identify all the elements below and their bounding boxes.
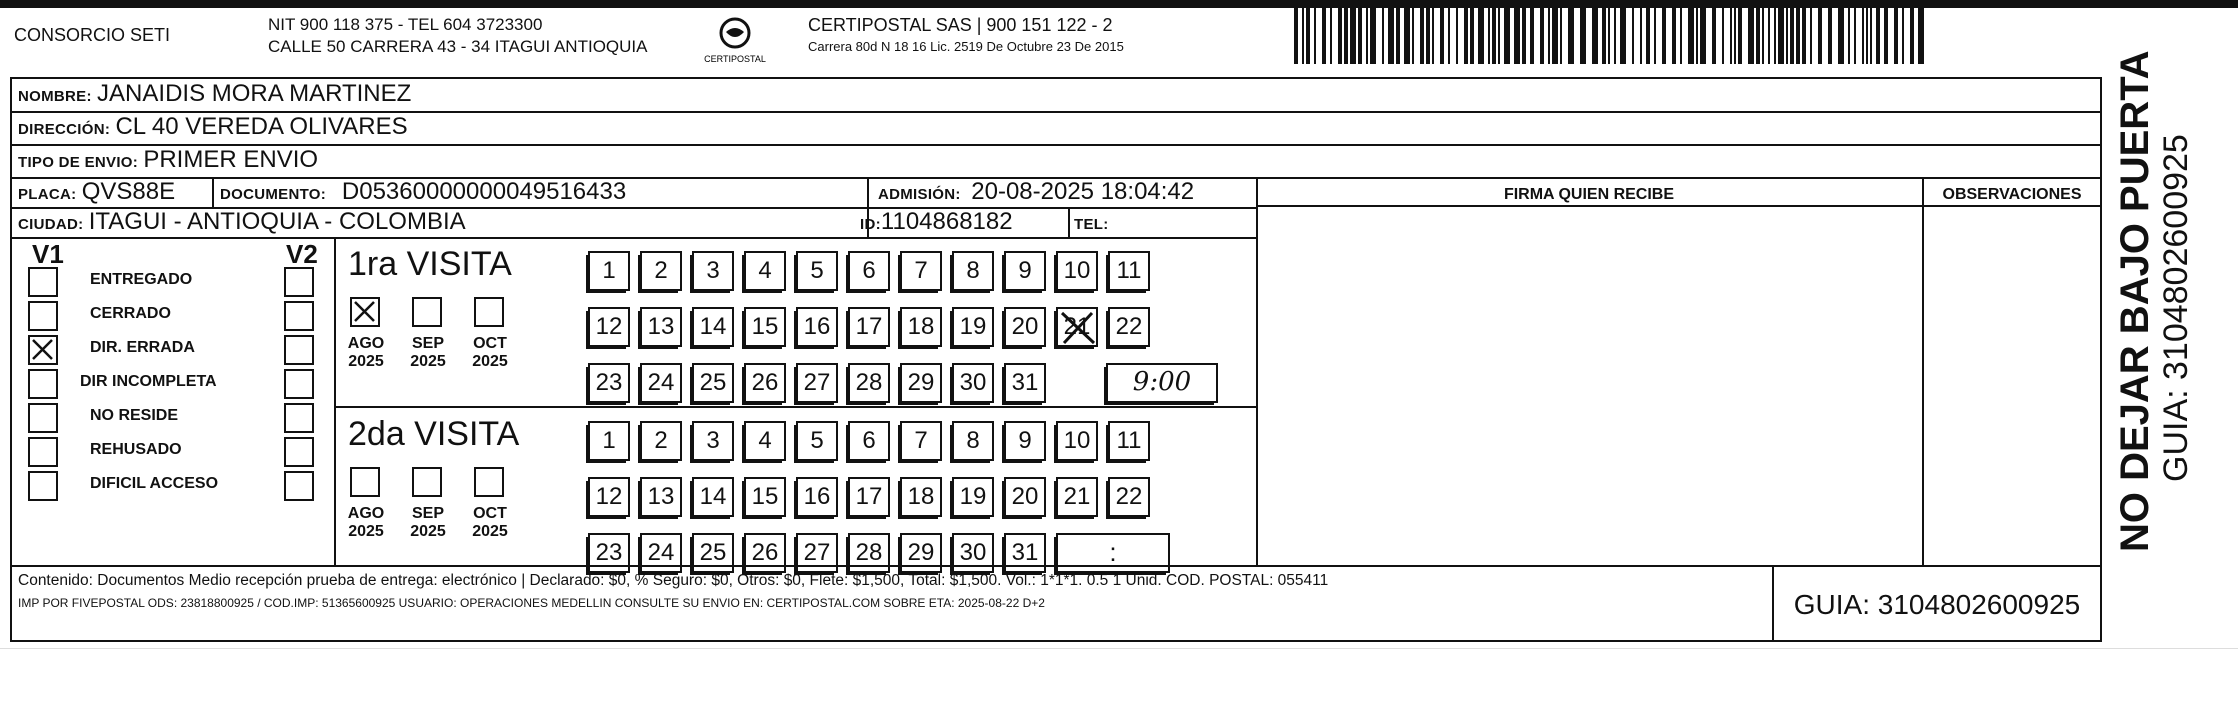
admission-value: 20-08-2025 18:04:42 [971,178,1195,205]
barcode-bar [1918,8,1924,64]
day-box[interactable]: 28 [848,363,890,403]
day-box[interactable]: 26 [744,533,786,573]
barcode-bar [1662,8,1666,64]
time-box[interactable]: : [1056,533,1170,573]
day-box[interactable]: 12 [588,477,630,517]
top-border-strip [0,0,2238,8]
day-box[interactable]: 30 [952,533,994,573]
month-label [336,505,396,541]
day-box[interactable]: 11 [1108,251,1150,291]
carrier-line: CERTIPOSTAL SAS | 900 151 122 - 2 [808,15,1113,35]
barcode-bar [1440,8,1444,64]
signature-header: FIRMA QUIEN RECIBE [1503,186,1675,203]
barcode-bar [1854,8,1856,64]
month-label [336,335,396,371]
barcode-bar [1478,8,1484,64]
admission-field: ADMISIÓN: 20-08-2025 18:04:42 [878,178,1195,205]
barcode-bar [1488,8,1490,64]
city-value: ITAGUI - ANTIOQUIA - COLOMBIA [88,208,466,235]
day-box[interactable]: 4 [744,421,786,461]
status-label: DIR INCOMPLETA [80,373,217,390]
x-mark-icon [30,337,56,363]
header-carrier [808,14,1124,58]
observations-header: OBSERVACIONES [1942,186,2082,203]
month-year: 2025 [410,523,446,540]
barcode-bar [1680,8,1682,64]
address-field: DIRECCIÓN: CL 40 VEREDA OLIVARES [18,113,408,140]
barcode-bar [1420,8,1424,64]
barcode-bar [1306,8,1310,64]
barcode-bar [1722,8,1724,64]
day-box[interactable]: 13 [640,477,682,517]
day-box[interactable]: 31 [1004,363,1046,403]
day-box[interactable]: 23 [588,363,630,403]
barcode-bar [1548,8,1550,64]
day-box[interactable]: 27 [796,533,838,573]
day-box[interactable]: 5 [796,421,838,461]
barcode-bar [1388,8,1394,64]
v1-checkbox[interactable] [28,471,58,501]
day-box[interactable]: 22 [1108,307,1150,347]
x-mark-icon [352,299,378,325]
month-checkbox[interactable] [412,297,442,327]
status-label: DIR. ERRADA [90,339,195,356]
month-checkbox[interactable] [350,297,380,327]
day-box[interactable]: 14 [692,307,734,347]
day-box[interactable]: 1 [588,421,630,461]
barcode-bar [1696,8,1698,64]
day-box[interactable]: 4 [744,251,786,291]
barcode-bar [1620,8,1626,64]
shipment-type: PRIMER ENVIO [143,146,319,173]
nit-line: NIT 900 118 375 - TEL 604 3723300 [268,15,543,34]
month-checkbox[interactable] [412,467,442,497]
observations-area[interactable] [1926,209,2098,563]
month-name: OCT [473,505,507,522]
barcode-bar [1608,8,1610,64]
day-box[interactable]: 24 [640,363,682,403]
day-box[interactable]: 9 [1004,421,1046,461]
barcode-bar [1790,8,1794,64]
barcode-bar [1470,8,1474,64]
barcode-bar [1884,8,1888,64]
visit-title: 2da VISITA [348,415,520,453]
day-box[interactable]: 10 [1056,251,1098,291]
barcode-bar [1560,8,1562,64]
day-box[interactable]: 23 [588,533,630,573]
visit-title: 1ra VISITA [348,245,512,283]
barcode-bar [1688,8,1694,64]
day-box[interactable]: 6 [848,421,890,461]
v1-checkbox[interactable] [28,267,58,297]
contents-line: Contenido: Documentos Medio recepción prueba de entrega: electrónico | Declarado: $0, % Seguro: $0, Otros: $0, Flete: $1,500, Total: $1,500. Vol.: 1*1*1. 0.5 1 Unid. COD. POSTAL: 055411 [18,572,1329,589]
barcode-bar [1294,8,1298,64]
day-box[interactable]: 2 [640,251,682,291]
day-box[interactable]: 16 [796,307,838,347]
shipment-type-field: TIPO DE ENVIO: PRIMER ENVIO [18,146,319,173]
month-label [398,335,458,371]
day-box[interactable]: 5 [796,251,838,291]
day-box[interactable]: 7 [900,251,942,291]
barcode-bar [1614,8,1616,64]
recipient-name: JANAIDIS MORA MARTINEZ [97,80,412,107]
day-box[interactable]: 22 [1108,477,1150,517]
month-year: 2025 [348,353,384,370]
barcode-bar [1344,8,1348,64]
barcode-bar [1712,8,1716,64]
x-mark-icon [1058,309,1098,358]
month-name: AGO [347,335,385,352]
barcode-bar [1370,8,1376,64]
v2-checkbox[interactable] [284,369,314,399]
header-nit-address [268,14,647,58]
barcode-bar [1762,8,1764,64]
barcode-bar [1504,8,1510,64]
day-box[interactable]: 15 [744,477,786,517]
v2-checkbox[interactable] [284,437,314,467]
svg-text:CERTIPOSTAL: CERTIPOSTAL [704,54,766,64]
delivery-form [10,77,2102,642]
barcode-bar [1568,8,1574,64]
day-box[interactable]: 25 [692,533,734,573]
name-field: NOMBRE: JANAIDIS MORA MARTINEZ [18,80,412,107]
day-box[interactable]: 30 [952,363,994,403]
month-year: 2025 [348,523,384,540]
time-box[interactable]: 9:00 [1106,363,1218,403]
barcode-bar [1894,8,1898,64]
v2-checkbox[interactable] [284,301,314,331]
scan-edge [0,648,2238,649]
day-box[interactable]: 2 [640,421,682,461]
barcode-bar [1464,8,1468,64]
barcode-bar [1498,8,1500,64]
status-label: ENTREGADO [90,271,193,288]
barcode-bar [1314,8,1316,64]
barcode-bar [1338,8,1342,64]
barcode-bar [1432,8,1434,64]
v2-label: V2 [286,239,318,269]
barcode-bar [1302,8,1304,64]
month-label [460,335,520,371]
barcode-bar [1870,8,1872,64]
day-box[interactable]: 15 [744,307,786,347]
month-label [460,505,520,541]
v1-label: V1 [32,239,64,269]
day-box[interactable]: 28 [848,533,890,573]
v1-checkbox[interactable] [28,335,58,365]
barcode-bar [1756,8,1760,64]
day-box[interactable]: 14 [692,477,734,517]
v1-checkbox[interactable] [28,437,58,467]
print-line: IMP POR FIVEPOSTAL ODS: 23818800925 / COD.IMP: 51365600925 USUARIO: OPERACIONES MEDELLIN CONSULTE SU ENVIO EN: CERTIPOSTAL.COM SOBRE ETA: 2025-08-22 D+2 [18,596,1045,610]
document-value: D05360000000049516433 [341,178,627,205]
address-line: CALLE 50 CARRERA 43 - 34 ITAGUI ANTIOQUIA [268,37,648,56]
barcode-bar [1602,8,1606,64]
barcode-bar [1396,8,1400,64]
day-box[interactable]: 29 [900,533,942,573]
barcode-bar [1796,8,1800,64]
barcode-bar [1426,8,1430,64]
day-box[interactable]: 18 [900,477,942,517]
company-name: CONSORCIO SETI [14,25,171,45]
day-box[interactable]: 10 [1056,421,1098,461]
month-name: AGO [347,505,385,522]
v1-checkbox[interactable] [28,369,58,399]
day-box[interactable]: 13 [640,307,682,347]
v2-checkbox[interactable] [284,471,314,501]
signature-area[interactable] [1260,209,1920,563]
day-box[interactable]: 31 [1004,533,1046,573]
barcode-bar [1802,8,1806,64]
month-name: SEP [411,505,444,522]
barcode-bar [1910,8,1914,64]
month-name: OCT [473,335,507,352]
day-box[interactable]: 18 [900,307,942,347]
barcode-bar [1902,8,1904,64]
recipient-address: CL 40 VEREDA OLIVARES [115,113,408,140]
day-box[interactable]: 9 [1004,251,1046,291]
month-checkbox[interactable] [350,467,380,497]
day-box[interactable]: 20 [1004,477,1046,517]
day-box[interactable]: 24 [640,533,682,573]
day-box[interactable]: 11 [1108,421,1150,461]
barcode-bar [1838,8,1844,64]
barcode-bar [1768,8,1770,64]
status-label: DIFICIL ACCESO [90,475,219,492]
barcode-bar [1448,8,1450,64]
day-box[interactable]: 6 [848,251,890,291]
footer-guide: GUIA: 3104802600925 [1793,589,2081,620]
barcode-bar [1654,8,1656,64]
day-box[interactable]: 25 [692,363,734,403]
v1-checkbox[interactable] [28,301,58,331]
barcode-bar [1456,8,1458,64]
barcode-bar [1700,8,1706,64]
month-name: SEP [411,335,444,352]
barcode-bar [1358,8,1362,64]
status-label: REHUSADO [90,441,182,458]
document-field: DOCUMENTO: D05360000000049516433 [220,178,627,205]
barcode-bar [1540,8,1544,64]
certipostal-logo [700,14,770,66]
barcode-bar [1522,8,1526,64]
barcode-bar [1818,8,1822,64]
city-field: CIUDAD: ITAGUI - ANTIOQUIA - COLOMBIA [18,208,466,235]
barcode-bar [1748,8,1754,64]
barcode-bar [1778,8,1784,64]
day-box[interactable]: 20 [1004,307,1046,347]
barcode-bar [1632,8,1634,64]
v2-checkbox[interactable] [284,403,314,433]
barcode-bar [1646,8,1650,64]
day-box[interactable]: 1 [588,251,630,291]
barcode-bar [1382,8,1384,64]
barcode-bar [1738,8,1742,64]
barcode-bar [1810,8,1812,64]
barcode-bar [1412,8,1414,64]
barcode-bar [1848,8,1850,64]
barcode-bar [1672,8,1676,64]
day-box[interactable]: 7 [900,421,942,461]
day-box[interactable]: 21 [1056,477,1098,517]
day-box[interactable]: 21 [1056,307,1098,347]
month-year: 2025 [472,353,508,370]
v1-checkbox[interactable] [28,403,58,433]
barcode-bar [1322,8,1326,64]
status-label: NO RESIDE [90,407,179,424]
day-box[interactable]: 29 [900,363,942,403]
day-box[interactable]: 8 [952,421,994,461]
barcode-bar [1580,8,1586,64]
day-box[interactable]: 3 [692,421,734,461]
barcode-bar [1734,8,1736,64]
barcode-bar [1552,8,1558,64]
id-field: ID:1104868182 [860,208,1013,235]
month-checkbox[interactable] [474,467,504,497]
barcode-bar [1404,8,1410,64]
barcode-bar [1828,8,1832,64]
barcode-bar [1330,8,1332,64]
barcode-bar [1530,8,1534,64]
barcode-bar [1492,8,1496,64]
id-value: 1104868182 [880,208,1013,235]
v2-checkbox[interactable] [284,267,314,297]
barcode-bar [1730,8,1732,64]
v2-checkbox[interactable] [284,335,314,365]
barcode-bar [1786,8,1788,64]
day-box[interactable]: 19 [952,477,994,517]
barcode-bar [1876,8,1880,64]
barcode-bar [1640,8,1642,64]
tel-field: TEL: [1074,216,1109,233]
status-label: CERRADO [90,305,171,322]
barcode-bar [1366,8,1368,64]
barcode-bar [1774,8,1776,64]
day-box[interactable]: 26 [744,363,786,403]
day-box[interactable]: 27 [796,363,838,403]
month-checkbox[interactable] [474,297,504,327]
month-label [398,505,458,541]
plate-field: PLACA: QVS88E [18,178,176,205]
carrier-address: Carrera 80d N 18 16 Lic. 2519 De Octubre 23 De 2015 [808,39,1124,54]
barcode-bar [1350,8,1356,64]
day-box[interactable]: 17 [848,307,890,347]
side-warning: NO DEJAR BAJO PUERTA [2113,50,2157,552]
barcode-bar [1514,8,1520,64]
day-box[interactable]: 17 [848,477,890,517]
barcode [1294,8,1924,64]
plate-value: QVS88E [81,178,176,205]
month-year: 2025 [472,523,508,540]
day-box[interactable]: 3 [692,251,734,291]
barcode-bar [1862,8,1864,64]
barcode-bar [1866,8,1868,64]
side-guide: GUIA: 3104802600925 [2157,134,2195,482]
day-box[interactable]: 8 [952,251,994,291]
day-box[interactable]: 16 [796,477,838,517]
barcode-bar [1592,8,1598,64]
day-box[interactable]: 19 [952,307,994,347]
month-year: 2025 [410,353,446,370]
day-box[interactable]: 12 [588,307,630,347]
